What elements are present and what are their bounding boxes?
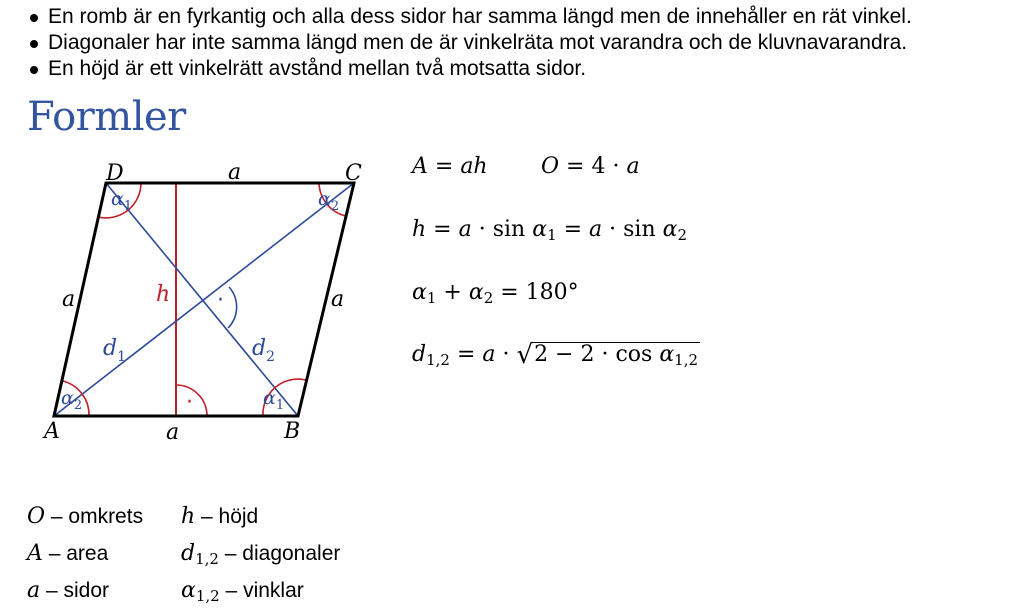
angle-label-d: $\alpha_1$ bbox=[111, 188, 133, 214]
sqrt-sign: √ bbox=[516, 340, 534, 370]
property-list bbox=[28, 4, 912, 82]
sqrt-radicand: $2 - 2 \cdot \cos \alpha_{1,2}$ bbox=[533, 342, 700, 372]
legend-area: A – area bbox=[27, 541, 109, 566]
legend-sidor: a – sidor bbox=[27, 578, 109, 603]
diagonal-d2 bbox=[106, 183, 298, 416]
height-label: h bbox=[156, 282, 171, 307]
legend-vinklar: $\alpha_{1,2}$ – vinklar bbox=[181, 578, 304, 605]
vertex-label-b: B bbox=[284, 419, 301, 444]
side-label-left: a bbox=[62, 287, 76, 312]
formula-angle-sum: $\alpha_1 + \alpha_2 = 180^\circ$ bbox=[412, 280, 579, 307]
rhombus-diagram bbox=[0, 150, 400, 450]
formula-height: $h = a \cdot \sin \alpha_1 = a \cdot \sin \alpha_2$ bbox=[412, 217, 688, 244]
angle-label-a: $\alpha_2$ bbox=[61, 387, 83, 413]
vertex-label-a: A bbox=[44, 419, 60, 444]
side-label-right: a bbox=[331, 287, 345, 312]
list-item: Diagonaler har inte samma längd men de är vinkelräta mot varandra och de kluvnavarandra. bbox=[48, 30, 912, 56]
angle-label-b: $\alpha_1$ bbox=[263, 387, 285, 413]
diagonal-right-angle-arc bbox=[228, 287, 237, 328]
formula-area: A = ah bbox=[412, 154, 488, 179]
section-heading: Formler bbox=[27, 94, 186, 140]
side-label-top: a bbox=[228, 160, 242, 185]
side-label-bottom: a bbox=[166, 420, 180, 445]
list-item: En höjd är ett vinkelrätt avstånd mellan två motsatta sidor. bbox=[48, 56, 912, 82]
legend-hojd: h – höjd bbox=[181, 504, 259, 529]
legend-diagonaler: $d_{1,2}$ – diagonaler bbox=[181, 541, 341, 568]
legend-omkrets: O – omkrets bbox=[27, 504, 144, 529]
right-angle-dot-diagonals: · bbox=[217, 288, 224, 313]
vertex-label-d: D bbox=[106, 161, 124, 186]
diagonal-label-d2: $d_2$ bbox=[252, 336, 276, 365]
diagonal-label-d1: $d_1$ bbox=[103, 336, 127, 365]
angle-label-c: $\alpha_2$ bbox=[318, 188, 340, 214]
formula-diagonal: $d_{1,2} = a \cdot √2 - 2 \cdot \cos \alpha_{1,2}$ bbox=[412, 340, 699, 370]
list-item: En romb är en fyrkantig och alla dess sidor har samma längd men de innehåller en rät vinkel. bbox=[48, 5, 912, 28]
vertex-label-c: C bbox=[345, 161, 362, 186]
right-angle-dot-height: · bbox=[186, 390, 193, 415]
formula-perimeter: O = 4 · a bbox=[541, 154, 640, 179]
